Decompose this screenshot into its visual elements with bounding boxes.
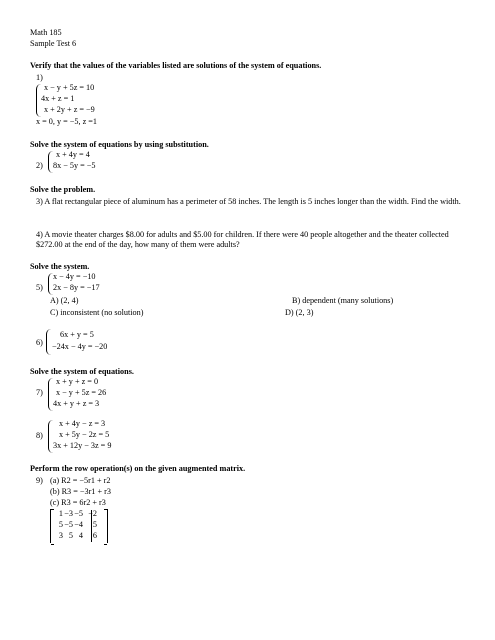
section-heading-equations: Solve the system of equations. — [30, 367, 134, 376]
section-heading-row-operations: Perform the row operation(s) on the given augmented matrix. — [30, 464, 246, 473]
matrix-cell: 3 — [58, 531, 63, 540]
section-heading-verify: Verify that the values of the variables listed are solutions of the system of equations. — [30, 61, 322, 70]
equation: x + 4y − z = 3 — [59, 419, 106, 428]
equation: x + y + z = 0 — [56, 377, 99, 386]
problem-number-2: 2) — [36, 161, 43, 170]
equation: −24x − 4y = −20 — [52, 342, 108, 351]
problem-number-7: 7) — [36, 388, 43, 397]
equation: x − y + 5z = 10 — [44, 83, 95, 92]
equation: x + 2y + z = −9 — [44, 105, 95, 114]
matrix-cell: 5 — [58, 520, 63, 529]
row-operation-c: (c) R3 = 6r2 + r3 — [50, 498, 106, 507]
course-name: Math 185 — [30, 28, 62, 37]
section-heading-problem: Solve the problem. — [30, 185, 96, 194]
matrix-cell: −2 — [88, 509, 97, 518]
problem-number-5: 5) — [36, 283, 43, 292]
answer-option-a: A) (2, 4) — [50, 296, 79, 305]
left-brace — [46, 329, 51, 355]
word-problem-3: 3) A flat rectangular piece of aluminum has a perimeter of 58 inches. The length is 5 inches longer than the width. Find the width. — [36, 197, 461, 206]
word-problem-4: 4) A movie theater charges $8.00 for adults and $5.00 for children. If there were 40 people altogether and the theater collected $272.00 at the end of the day, how many of them were adults? — [36, 230, 449, 250]
problem-number-6: 6) — [36, 338, 43, 347]
equation: x + 5y − 2z = 5 — [59, 430, 110, 439]
matrix-row — [53, 520, 97, 530]
equation: 8x − 5y = −5 — [53, 161, 96, 170]
equation: 4x + y + z = 3 — [53, 399, 100, 408]
problem-number-9: 9) — [36, 476, 43, 485]
section-heading-substitution: Solve the system of equations by using substitution. — [30, 140, 209, 149]
equation: 6x + y = 5 — [60, 330, 94, 339]
augmented-matrix — [50, 509, 108, 543]
matrix-row — [53, 531, 97, 541]
equation: x − y + 5z = 26 — [56, 388, 107, 397]
equation: 4x + z = 1 — [41, 94, 75, 103]
answer-option-c: C) inconsistent (no solution) — [50, 308, 144, 317]
answer-option-b: B) dependent (many solutions) — [292, 296, 394, 305]
equation: 2x − 8y = −17 — [53, 283, 100, 292]
matrix-cell: 6 — [92, 531, 97, 540]
matrix-cell: 4 — [78, 531, 83, 540]
matrix-cell: −5 — [74, 509, 83, 518]
matrix-cell: 5 — [68, 531, 73, 540]
matrix-cell: 5 — [92, 520, 97, 529]
test-title: Sample Test 6 — [30, 39, 77, 48]
matrix-cell: −3 — [64, 509, 73, 518]
equation: 3x + 12y − 3z = 9 — [53, 441, 112, 450]
matrix-cell: 1 — [58, 509, 63, 518]
answer-option-d: D) (2, 3) — [285, 308, 314, 317]
row-operation-a: (a) R2 = −5r1 + r2 — [50, 476, 111, 485]
problem-number-1: 1) — [36, 73, 43, 82]
equation: x + 4y = 4 — [56, 150, 90, 159]
matrix-cell: −5 — [64, 520, 73, 529]
matrix-cell: −4 — [74, 520, 83, 529]
matrix-row — [53, 509, 97, 519]
problem-number-8: 8) — [36, 431, 43, 440]
equation: x − 4y = −10 — [53, 272, 96, 281]
row-operation-b: (b) R3 = −3r1 + r3 — [50, 487, 111, 496]
given-values: x = 0, y = −5, z =1 — [36, 117, 97, 126]
section-heading-system: Solve the system. — [30, 262, 90, 271]
